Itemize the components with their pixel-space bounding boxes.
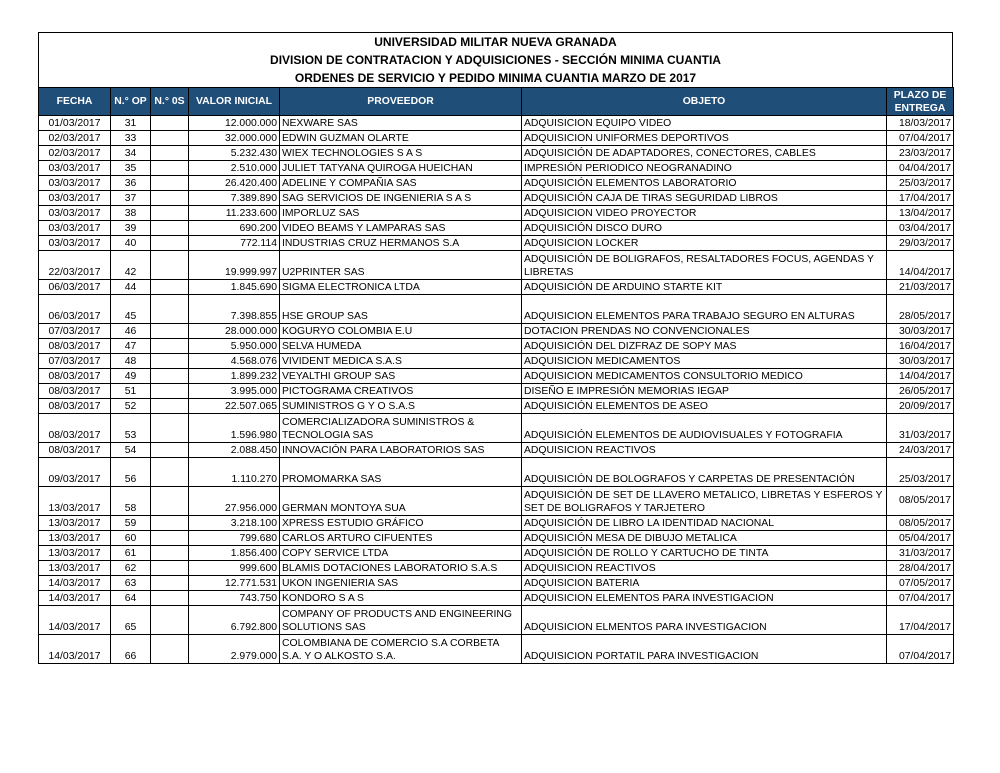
cell-proveedor: SUMINISTROS G Y O S.A.S [280, 399, 522, 414]
col-header-plazo: PLAZO DE ENTREGA [887, 88, 954, 116]
cell-valor: 32.000.000 [189, 131, 280, 146]
cell-plazo: 08/05/2017 [887, 487, 954, 516]
cell-os [151, 546, 189, 561]
cell-os [151, 531, 189, 546]
cell-fecha: 08/03/2017 [39, 414, 111, 443]
table-header-row [39, 88, 954, 116]
table-row [39, 487, 954, 516]
table-row [39, 161, 954, 176]
cell-fecha: 14/03/2017 [39, 606, 111, 635]
table-row [39, 458, 954, 487]
cell-os [151, 116, 189, 131]
table-row [39, 635, 954, 664]
table-body [39, 116, 954, 664]
cell-fecha: 14/03/2017 [39, 635, 111, 664]
cell-proveedor: COMPANY OF PRODUCTS AND ENGINEERING SOLUTIONS SAS [280, 606, 522, 635]
report-header [38, 32, 953, 87]
cell-objeto: ADQUISICION REACTIVOS [522, 443, 887, 458]
cell-os [151, 354, 189, 369]
cell-proveedor: COPY SERVICE LTDA [280, 546, 522, 561]
cell-objeto: ADQUISICION MEDICAMENTOS [522, 354, 887, 369]
cell-valor: 19.999.997 [189, 251, 280, 280]
cell-os [151, 176, 189, 191]
cell-objeto: ADQUISICIÓN ELEMENTOS DE AUDIOVISUALES Y FOTOGRAFIA [522, 414, 887, 443]
cell-fecha: 13/03/2017 [39, 546, 111, 561]
cell-proveedor: CARLOS ARTURO CIFUENTES [280, 531, 522, 546]
cell-proveedor: INDUSTRIAS CRUZ HERMANOS S.A [280, 236, 522, 251]
cell-proveedor: ADELINE Y COMPAÑIA SAS [280, 176, 522, 191]
cell-op: 52 [111, 399, 151, 414]
table-row [39, 531, 954, 546]
cell-proveedor: PROMOMARKA SAS [280, 458, 522, 487]
cell-os [151, 576, 189, 591]
cell-valor: 12.000.000 [189, 116, 280, 131]
orders-table [38, 87, 954, 664]
cell-plazo: 07/05/2017 [887, 576, 954, 591]
cell-op: 65 [111, 606, 151, 635]
cell-valor: 799.680 [189, 531, 280, 546]
cell-valor: 1.845.690 [189, 280, 280, 295]
cell-valor: 27.956.000 [189, 487, 280, 516]
table-row [39, 236, 954, 251]
cell-op: 61 [111, 546, 151, 561]
cell-objeto: ADQUISICION UNIFORMES DEPORTIVOS [522, 131, 887, 146]
cell-fecha: 09/03/2017 [39, 458, 111, 487]
cell-proveedor: HSE GROUP SAS [280, 295, 522, 324]
cell-objeto: ADQUISICIÓN DE LIBRO LA IDENTIDAD NACIONAL [522, 516, 887, 531]
cell-plazo: 16/04/2017 [887, 339, 954, 354]
cell-proveedor: KOGURYO COLOMBIA E.U [280, 324, 522, 339]
cell-op: 59 [111, 516, 151, 531]
cell-fecha: 03/03/2017 [39, 191, 111, 206]
cell-op: 34 [111, 146, 151, 161]
cell-valor: 772.114 [189, 236, 280, 251]
cell-valor: 999.600 [189, 561, 280, 576]
cell-fecha: 07/03/2017 [39, 354, 111, 369]
cell-objeto: ADQUISICION PORTATIL PARA INVESTIGACION [522, 635, 887, 664]
cell-plazo: 05/04/2017 [887, 531, 954, 546]
cell-os [151, 280, 189, 295]
cell-proveedor: SELVA HUMEDA [280, 339, 522, 354]
cell-plazo: 07/04/2017 [887, 591, 954, 606]
institution-title: UNIVERSIDAD MILITAR NUEVA GRANADA [374, 35, 617, 49]
cell-valor: 1.856.400 [189, 546, 280, 561]
division-title: DIVISION DE CONTRATACION Y ADQUISICIONES - SECCIÓN MINIMA CUANTIA [270, 53, 721, 67]
table-row [39, 295, 954, 324]
cell-op: 40 [111, 236, 151, 251]
cell-os [151, 384, 189, 399]
cell-plazo: 21/03/2017 [887, 280, 954, 295]
cell-plazo: 30/03/2017 [887, 354, 954, 369]
cell-os [151, 295, 189, 324]
cell-os [151, 516, 189, 531]
cell-plazo: 14/04/2017 [887, 251, 954, 280]
cell-op: 66 [111, 635, 151, 664]
cell-valor: 5.950.000 [189, 339, 280, 354]
cell-op: 39 [111, 221, 151, 236]
cell-os [151, 339, 189, 354]
cell-proveedor: VEYALTHI GROUP SAS [280, 369, 522, 384]
cell-fecha: 03/03/2017 [39, 236, 111, 251]
cell-os [151, 606, 189, 635]
cell-plazo: 07/04/2017 [887, 131, 954, 146]
cell-plazo: 26/05/2017 [887, 384, 954, 399]
cell-fecha: 13/03/2017 [39, 561, 111, 576]
cell-fecha: 14/03/2017 [39, 591, 111, 606]
cell-plazo: 17/04/2017 [887, 606, 954, 635]
cell-plazo: 04/04/2017 [887, 161, 954, 176]
cell-plazo: 25/03/2017 [887, 176, 954, 191]
cell-op: 46 [111, 324, 151, 339]
cell-plazo: 08/05/2017 [887, 516, 954, 531]
cell-fecha: 07/03/2017 [39, 324, 111, 339]
cell-fecha: 01/03/2017 [39, 116, 111, 131]
table-row [39, 176, 954, 191]
cell-op: 48 [111, 354, 151, 369]
table-row [39, 280, 954, 295]
cell-op: 49 [111, 369, 151, 384]
cell-fecha: 13/03/2017 [39, 516, 111, 531]
table-row [39, 546, 954, 561]
table-row [39, 206, 954, 221]
cell-objeto: ADQUISICIÓN DE BOLIGRAFOS, RESALTADORES FOCUS, AGENDAS Y LIBRETAS [522, 251, 887, 280]
cell-objeto: ADQUISICIÓN DE ADAPTADORES, CONECTORES, CABLES [522, 146, 887, 161]
cell-os [151, 251, 189, 280]
cell-objeto: ADQUISICION MEDICAMENTOS CONSULTORIO MEDICO [522, 369, 887, 384]
table-row [39, 443, 954, 458]
cell-op: 38 [111, 206, 151, 221]
cell-os [151, 399, 189, 414]
cell-valor: 11.233.600 [189, 206, 280, 221]
cell-fecha: 06/03/2017 [39, 295, 111, 324]
cell-op: 58 [111, 487, 151, 516]
cell-plazo: 31/03/2017 [887, 546, 954, 561]
table-row [39, 116, 954, 131]
cell-fecha: 03/03/2017 [39, 176, 111, 191]
cell-fecha: 08/03/2017 [39, 369, 111, 384]
cell-os [151, 561, 189, 576]
cell-objeto: ADQUISICIÓN ELEMENTOS DE ASEO [522, 399, 887, 414]
cell-objeto: ADQUISICIÓN DE SET DE LLAVERO METALICO, LIBRETAS Y ESFEROS Y SET DE BOLIGRAFOS Y TARJETERO [522, 487, 887, 516]
cell-valor: 28.000.000 [189, 324, 280, 339]
cell-op: 33 [111, 131, 151, 146]
cell-op: 51 [111, 384, 151, 399]
cell-op: 62 [111, 561, 151, 576]
col-header-op: N.° OP [111, 88, 151, 116]
cell-objeto: DISEÑO E IMPRESIÓN MEMORIAS IEGAP [522, 384, 887, 399]
table-row [39, 576, 954, 591]
cell-valor: 2.088.450 [189, 443, 280, 458]
cell-objeto: ADQUISICION REACTIVOS [522, 561, 887, 576]
cell-objeto: ADQUISICIÓN DEL DIZFRAZ DE SOPY MAS [522, 339, 887, 354]
cell-proveedor: IMPORLUZ SAS [280, 206, 522, 221]
cell-os [151, 487, 189, 516]
cell-op: 63 [111, 576, 151, 591]
cell-plazo: 18/03/2017 [887, 116, 954, 131]
cell-fecha: 08/03/2017 [39, 339, 111, 354]
cell-proveedor: KONDORO S A S [280, 591, 522, 606]
cell-op: 37 [111, 191, 151, 206]
table-row [39, 561, 954, 576]
cell-proveedor: NEXWARE SAS [280, 116, 522, 131]
cell-valor: 1.899.232 [189, 369, 280, 384]
cell-objeto: ADQUISICIÓN DE ROLLO Y CARTUCHO DE TINTA [522, 546, 887, 561]
cell-os [151, 161, 189, 176]
cell-objeto: ADQUISICION EQUIPO VIDEO [522, 116, 887, 131]
cell-op: 47 [111, 339, 151, 354]
table-row [39, 324, 954, 339]
cell-fecha: 03/03/2017 [39, 206, 111, 221]
cell-valor: 7.389.890 [189, 191, 280, 206]
cell-op: 53 [111, 414, 151, 443]
cell-plazo: 31/03/2017 [887, 414, 954, 443]
cell-fecha: 03/03/2017 [39, 161, 111, 176]
table-row [39, 384, 954, 399]
cell-valor: 1.110.270 [189, 458, 280, 487]
cell-objeto: ADQUISICION ELMENTOS PARA INVESTIGACION [522, 606, 887, 635]
table-row [39, 399, 954, 414]
cell-valor: 3.995.000 [189, 384, 280, 399]
cell-valor: 4.568.076 [189, 354, 280, 369]
cell-valor: 22.507.065 [189, 399, 280, 414]
cell-plazo: 17/04/2017 [887, 191, 954, 206]
cell-objeto: IMPRESIÓN PERIODICO NEOGRANADINO [522, 161, 887, 176]
cell-op: 60 [111, 531, 151, 546]
cell-os [151, 206, 189, 221]
cell-os [151, 414, 189, 443]
cell-valor: 6.792.800 [189, 606, 280, 635]
cell-proveedor: BLAMIS DOTACIONES LABORATORIO S.A.S [280, 561, 522, 576]
cell-fecha: 03/03/2017 [39, 221, 111, 236]
cell-plazo: 29/03/2017 [887, 236, 954, 251]
table-row [39, 414, 954, 443]
table-row [39, 606, 954, 635]
table-row [39, 354, 954, 369]
col-header-proveedor: PROVEEDOR [280, 88, 522, 116]
cell-objeto: ADQUISICION ELEMENTOS PARA TRABAJO SEGURO EN ALTURAS [522, 295, 887, 324]
cell-fecha: 08/03/2017 [39, 443, 111, 458]
cell-valor: 2.979.000 [189, 635, 280, 664]
cell-proveedor: EDWIN GUZMAN OLARTE [280, 131, 522, 146]
cell-valor: 743.750 [189, 591, 280, 606]
cell-objeto: ADQUISICION VIDEO PROYECTOR [522, 206, 887, 221]
cell-op: 35 [111, 161, 151, 176]
cell-plazo: 28/05/2017 [887, 295, 954, 324]
table-row [39, 146, 954, 161]
table-row [39, 251, 954, 280]
cell-objeto: ADQUISICIÓN MESA DE DIBUJO METALICA [522, 531, 887, 546]
cell-proveedor: COMERCIALIZADORA SUMINISTROS & TECNOLOGIA SAS [280, 414, 522, 443]
cell-os [151, 191, 189, 206]
cell-proveedor: XPRESS ESTUDIO GRÁFICO [280, 516, 522, 531]
table-row [39, 369, 954, 384]
cell-proveedor: GERMAN MONTOYA SUA [280, 487, 522, 516]
table-row [39, 131, 954, 146]
table-row [39, 591, 954, 606]
cell-os [151, 131, 189, 146]
cell-proveedor: VIDEO BEAMS Y LAMPARAS SAS [280, 221, 522, 236]
col-header-fecha: FECHA [39, 88, 111, 116]
cell-op: 45 [111, 295, 151, 324]
cell-valor: 690.200 [189, 221, 280, 236]
cell-valor: 2.510.000 [189, 161, 280, 176]
cell-objeto: ADQUISICION ELEMENTOS PARA INVESTIGACION [522, 591, 887, 606]
cell-proveedor: SAG SERVICIOS DE INGENIERIA S A S [280, 191, 522, 206]
cell-plazo: 23/03/2017 [887, 146, 954, 161]
cell-os [151, 458, 189, 487]
cell-plazo: 28/04/2017 [887, 561, 954, 576]
cell-op: 44 [111, 280, 151, 295]
cell-proveedor: INNOVACIÓN PARA LABORATORIOS SAS [280, 443, 522, 458]
cell-proveedor: JULIET TATYANA QUIROGA HUEICHAN [280, 161, 522, 176]
cell-os [151, 146, 189, 161]
cell-plazo: 07/04/2017 [887, 635, 954, 664]
cell-proveedor: WIEX TECHNOLOGIES S A S [280, 146, 522, 161]
cell-proveedor: PICTOGRAMA CREATIVOS [280, 384, 522, 399]
cell-op: 31 [111, 116, 151, 131]
cell-valor: 26.420.400 [189, 176, 280, 191]
cell-valor: 5.232.430 [189, 146, 280, 161]
cell-fecha: 08/03/2017 [39, 384, 111, 399]
col-header-objeto: OBJETO [522, 88, 887, 116]
cell-valor: 1.596.980 [189, 414, 280, 443]
cell-objeto: ADQUISICIÓN DISCO DURO [522, 221, 887, 236]
cell-os [151, 221, 189, 236]
report-sheet [38, 32, 953, 664]
cell-proveedor: VIVIDENT MEDICA S.A.S [280, 354, 522, 369]
report-title: ORDENES DE SERVICIO Y PEDIDO MINIMA CUANTIA MARZO DE 2017 [294, 71, 697, 85]
cell-objeto: ADQUISICIÓN DE BOLOGRAFOS Y CARPETAS DE PRESENTACIÓN [522, 458, 887, 487]
table-row [39, 339, 954, 354]
cell-objeto: ADQUISICION BATERIA [522, 576, 887, 591]
cell-fecha: 14/03/2017 [39, 576, 111, 591]
cell-os [151, 443, 189, 458]
cell-op: 64 [111, 591, 151, 606]
cell-proveedor: COLOMBIANA DE COMERCIO S.A CORBETA S.A. Y O ALKOSTO S.A. [280, 635, 522, 664]
cell-plazo: 25/03/2017 [887, 458, 954, 487]
cell-fecha: 08/03/2017 [39, 399, 111, 414]
cell-plazo: 14/04/2017 [887, 369, 954, 384]
cell-valor: 7.398.855 [189, 295, 280, 324]
cell-plazo: 20/09/2017 [887, 399, 954, 414]
table-row [39, 221, 954, 236]
cell-os [151, 591, 189, 606]
col-header-os: N.° 0S [151, 88, 189, 116]
cell-plazo: 13/04/2017 [887, 206, 954, 221]
cell-fecha: 02/03/2017 [39, 131, 111, 146]
cell-objeto: ADQUISICIÓN DE ARDUINO STARTE KIT [522, 280, 887, 295]
cell-proveedor: U2PRINTER SAS [280, 251, 522, 280]
cell-fecha: 22/03/2017 [39, 251, 111, 280]
cell-op: 42 [111, 251, 151, 280]
cell-os [151, 324, 189, 339]
col-header-valor: VALOR INICIAL [189, 88, 280, 116]
cell-os [151, 635, 189, 664]
cell-valor: 12.771.531 [189, 576, 280, 591]
cell-valor: 3.218.100 [189, 516, 280, 531]
cell-proveedor: SIGMA ELECTRONICA LTDA [280, 280, 522, 295]
cell-plazo: 30/03/2017 [887, 324, 954, 339]
cell-op: 54 [111, 443, 151, 458]
cell-os [151, 369, 189, 384]
cell-os [151, 236, 189, 251]
cell-fecha: 13/03/2017 [39, 531, 111, 546]
cell-op: 36 [111, 176, 151, 191]
cell-plazo: 03/04/2017 [887, 221, 954, 236]
cell-fecha: 06/03/2017 [39, 280, 111, 295]
cell-plazo: 24/03/2017 [887, 443, 954, 458]
cell-objeto: ADQUISICIÓN ELEMENTOS LABORATORIO [522, 176, 887, 191]
cell-objeto: ADQUISICION LOCKER [522, 236, 887, 251]
cell-proveedor: UKON INGENIERIA SAS [280, 576, 522, 591]
cell-objeto: DOTACION PRENDAS NO CONVENCIONALES [522, 324, 887, 339]
table-row [39, 516, 954, 531]
cell-objeto: ADQUISICIÓN CAJA DE TIRAS SEGURIDAD LIBROS [522, 191, 887, 206]
cell-op: 56 [111, 458, 151, 487]
table-row [39, 191, 954, 206]
cell-fecha: 02/03/2017 [39, 146, 111, 161]
cell-fecha: 13/03/2017 [39, 487, 111, 516]
